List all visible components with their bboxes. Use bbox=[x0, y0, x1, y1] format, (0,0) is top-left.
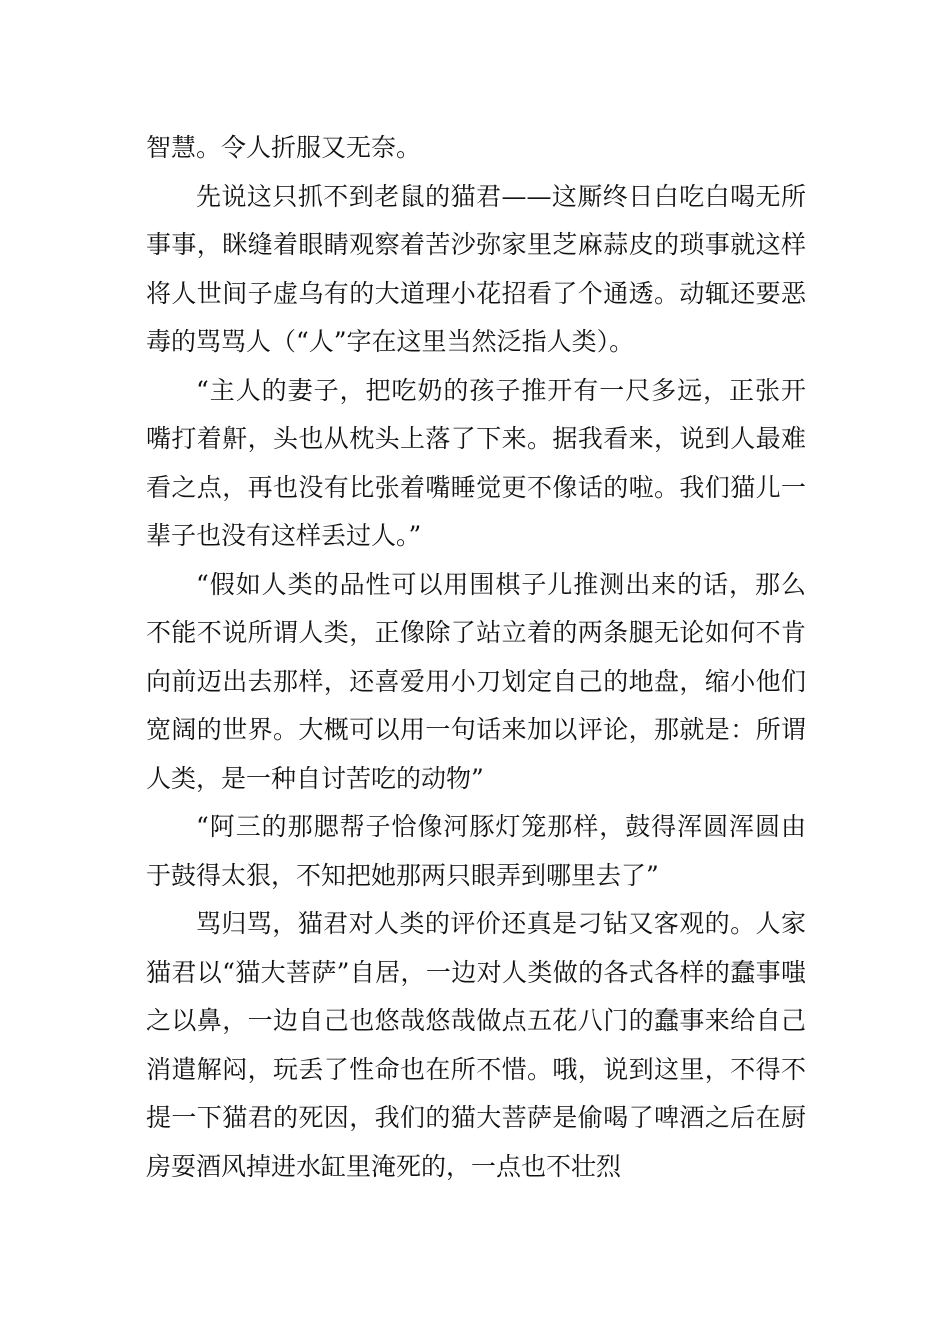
paragraph-5: “阿三的那腮帮子恰像河豚灯笼那样，鼓得浑圆浑圆由于鼓得太狠，不知把她那两只眼弄到哪里去了” bbox=[146, 812, 806, 890]
body-text bbox=[146, 124, 806, 1191]
paragraph-3: “主人的妻子，把吃奶的孩子推开有一尺多远，正张开嘴打着鼾，头也从枕头上落了下来。据我看来，说到人最难看之点，再也没有比张着嘴睡觉更不像话的啦。我们猫儿一辈子也没有这样丢过人。” bbox=[146, 375, 806, 550]
paragraph-4: “假如人类的品性可以用围棋子儿推测出来的话，那么不能不说所谓人类，正像除了站立着的两条腿无论如何不肯向前迈出去那样，还喜爱用小刀划定自己的地盘，缩小他们宽阔的世界。大概可以用一句话来加以评论，那就是：所谓人类，是一种自讨苦吃的动物” bbox=[146, 569, 806, 793]
paragraph-2: 先说这只抓不到老鼠的猫君——这厮终日白吃白喝无所事事，眯缝着眼睛观察着苦沙弥家里芝麻蒜皮的琐事就这样将人世间子虚乌有的大道理小花招看了个通透。动辄还要恶毒的骂骂人（“人”字在这里当然泛指人类）。 bbox=[146, 181, 806, 356]
paragraph-6: 骂归骂，猫君对人类的评价还真是刁钻又客观的。人家猫君以“猫大菩萨”自居，一边对人类做的各式各样的蠢事嗤之以鼻，一边自己也悠哉悠哉做点五花八门的蠢事来给自己消遣解闷，玩丢了性命也在所不惜。哦，说到这里，不得不提一下猫君的死因，我们的猫大菩萨是偷喝了啤酒之后在厨房耍酒风掉进水缸里淹死的，一点也不壮烈 bbox=[146, 909, 806, 1181]
paragraph-1: 智慧。令人折服又无奈。 bbox=[146, 133, 422, 162]
